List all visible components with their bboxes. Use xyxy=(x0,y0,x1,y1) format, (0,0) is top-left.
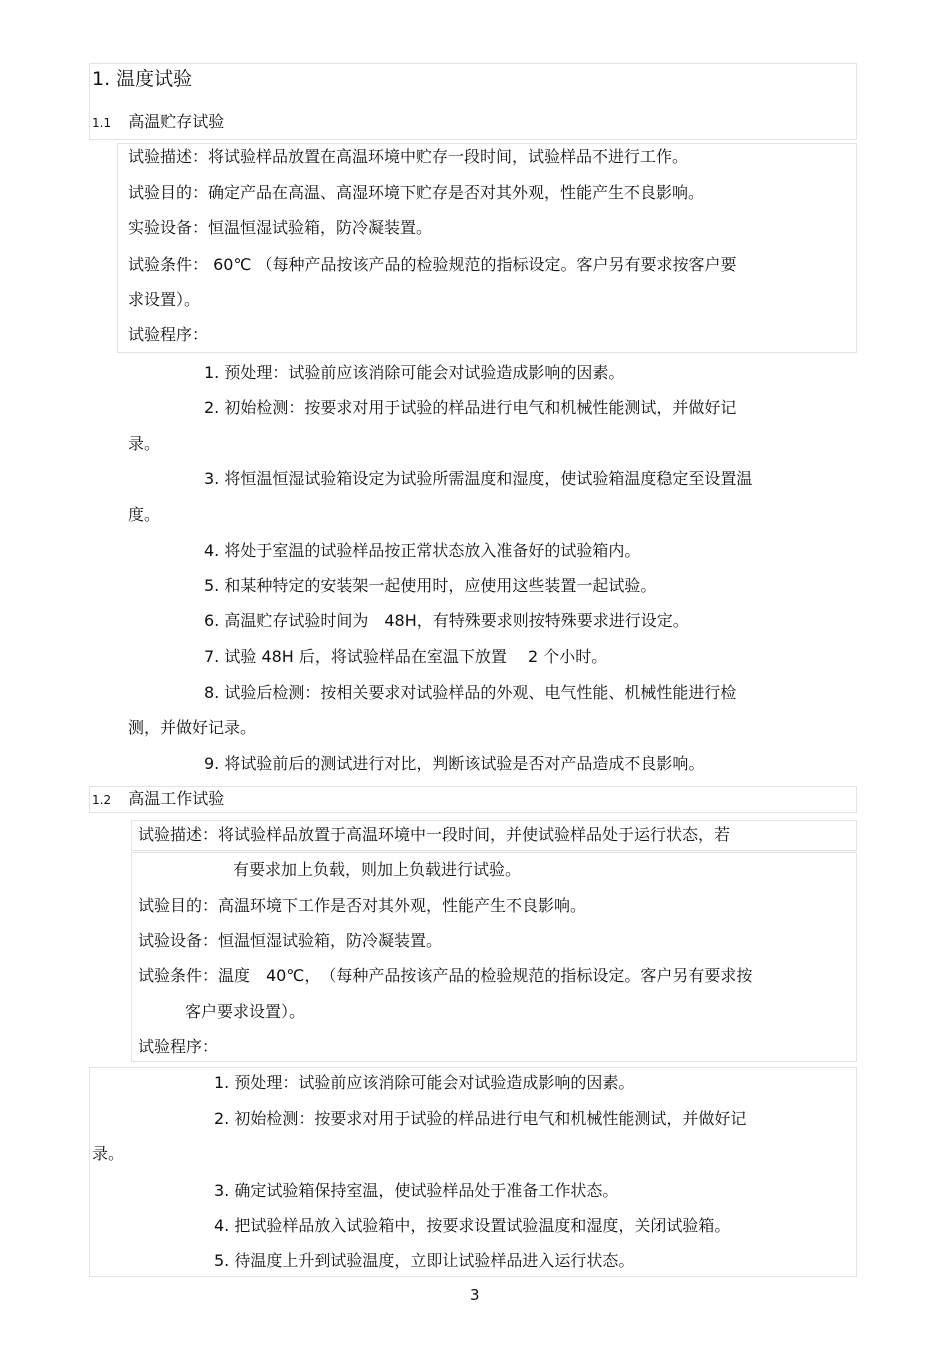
sub12-equipment: 试验设备：恒温恒湿试验箱，防冷凝装置。 xyxy=(138,931,443,950)
sub12-procedure-label: 试验程序： xyxy=(138,1037,219,1056)
sub11-description: 试验描述：将试验样品放置在高温环境中贮存一段时间，试验样品不进行工作。 xyxy=(128,147,689,166)
section-title: 1. 温度试验 xyxy=(92,68,193,90)
sub11-step-3-cont: 度。 xyxy=(128,505,161,524)
sub11-procedure-label: 试验程序： xyxy=(128,325,209,344)
sub12-purpose: 试验目的：高温环境下工作是否对其外观，性能产生不良影响。 xyxy=(138,896,587,915)
sub12-description-line2: 有要求加上负载，则加上负载进行试验。 xyxy=(233,860,522,879)
sub11-step-6: 6. 高温贮存试验时间为 48H，有特殊要求则按特殊要求进行设定。 xyxy=(204,611,689,630)
sub11-conditions-line1: 试验条件： 60℃ （每种产品按该产品的检验规范的指标设定。客户另有要求按客户要 xyxy=(128,255,737,274)
sub11-step-8-cont: 测，并做好记录。 xyxy=(128,718,257,737)
sub12-conditions-line1: 试验条件：温度 40℃， （每种产品按该产品的检验规范的指标设定。客户另有要求按 xyxy=(138,966,753,985)
sub11-heading xyxy=(92,111,224,134)
sub12-step-1: 1. 预处理：试验前应该消除可能会对试验造成影响的因素。 xyxy=(214,1073,635,1092)
sub12-step-2-cont: 录。 xyxy=(92,1144,125,1163)
sub11-step-8: 8. 试验后检测：按相关要求对试验样品的外观、电气性能、机械性能进行检 xyxy=(204,683,737,702)
sub12-steps-frame xyxy=(89,1067,857,1277)
sub12-conditions-line2: 客户要求设置）。 xyxy=(185,1002,306,1021)
sub11-number: 1.1 xyxy=(92,116,112,130)
sub11-step-2-cont: 录。 xyxy=(128,434,161,453)
sub12-title: 高温工作试验 xyxy=(128,789,225,808)
sub11-step-9: 9. 将试验前后的测试进行对比，判断该试验是否对产品造成不良影响。 xyxy=(204,754,705,773)
sub11-step-3: 3. 将恒温恒湿试验箱设定为试验所需温度和湿度，使试验箱温度稳定至设置温 xyxy=(204,469,753,488)
sub11-step-7: 7. 试验 48H 后，将试验样品在室温下放置 2 个小时。 xyxy=(204,647,608,666)
sub11-step-4: 4. 将处于室温的试验样品按正常状态放入准备好的试验箱内。 xyxy=(204,541,641,560)
sub12-step-4: 4. 把试验样品放入试验箱中，按要求设置试验温度和湿度，关闭试验箱。 xyxy=(214,1216,731,1235)
sub11-conditions-line2: 求设置）。 xyxy=(128,290,201,309)
sub11-body-frame xyxy=(117,143,857,353)
sub11-equipment: 实验设备：恒温恒湿试验箱，防冷凝装置。 xyxy=(128,218,433,237)
sub12-number: 1.2 xyxy=(92,793,112,807)
sub11-purpose: 试验目的：确定产品在高温、高湿环境下贮存是否对其外观，性能产生不良影响。 xyxy=(128,183,705,202)
sub12-step-3: 3. 确定试验箱保持室温，使试验样品处于准备工作状态。 xyxy=(214,1181,619,1200)
sub11-step-2: 2. 初始检测：按要求对用于试验的样品进行电气和机械性能测试，并做好记 xyxy=(204,398,737,417)
sub11-step-1: 1. 预处理：试验前应该消除可能会对试验造成影响的因素。 xyxy=(204,363,625,382)
sub12-heading xyxy=(92,788,224,811)
page-number: 3 xyxy=(470,1286,480,1304)
sub12-step-5: 5. 待温度上升到试验温度，立即让试验样品进入运行状态。 xyxy=(214,1251,635,1270)
sub11-step-5: 5. 和某种特定的安装架一起使用时，应使用这些装置一起试验。 xyxy=(204,576,657,595)
sub12-description-line1: 试验描述：将试验样品放置于高温环境中一段时间，并使试验样品处于运行状态，若 xyxy=(138,825,731,844)
sub11-title: 高温贮存试验 xyxy=(128,112,225,131)
sub12-body-frame xyxy=(131,852,857,1062)
sub12-step-2: 2. 初始检测：按要求对用于试验的样品进行电气和机械性能测试，并做好记 xyxy=(214,1109,747,1128)
